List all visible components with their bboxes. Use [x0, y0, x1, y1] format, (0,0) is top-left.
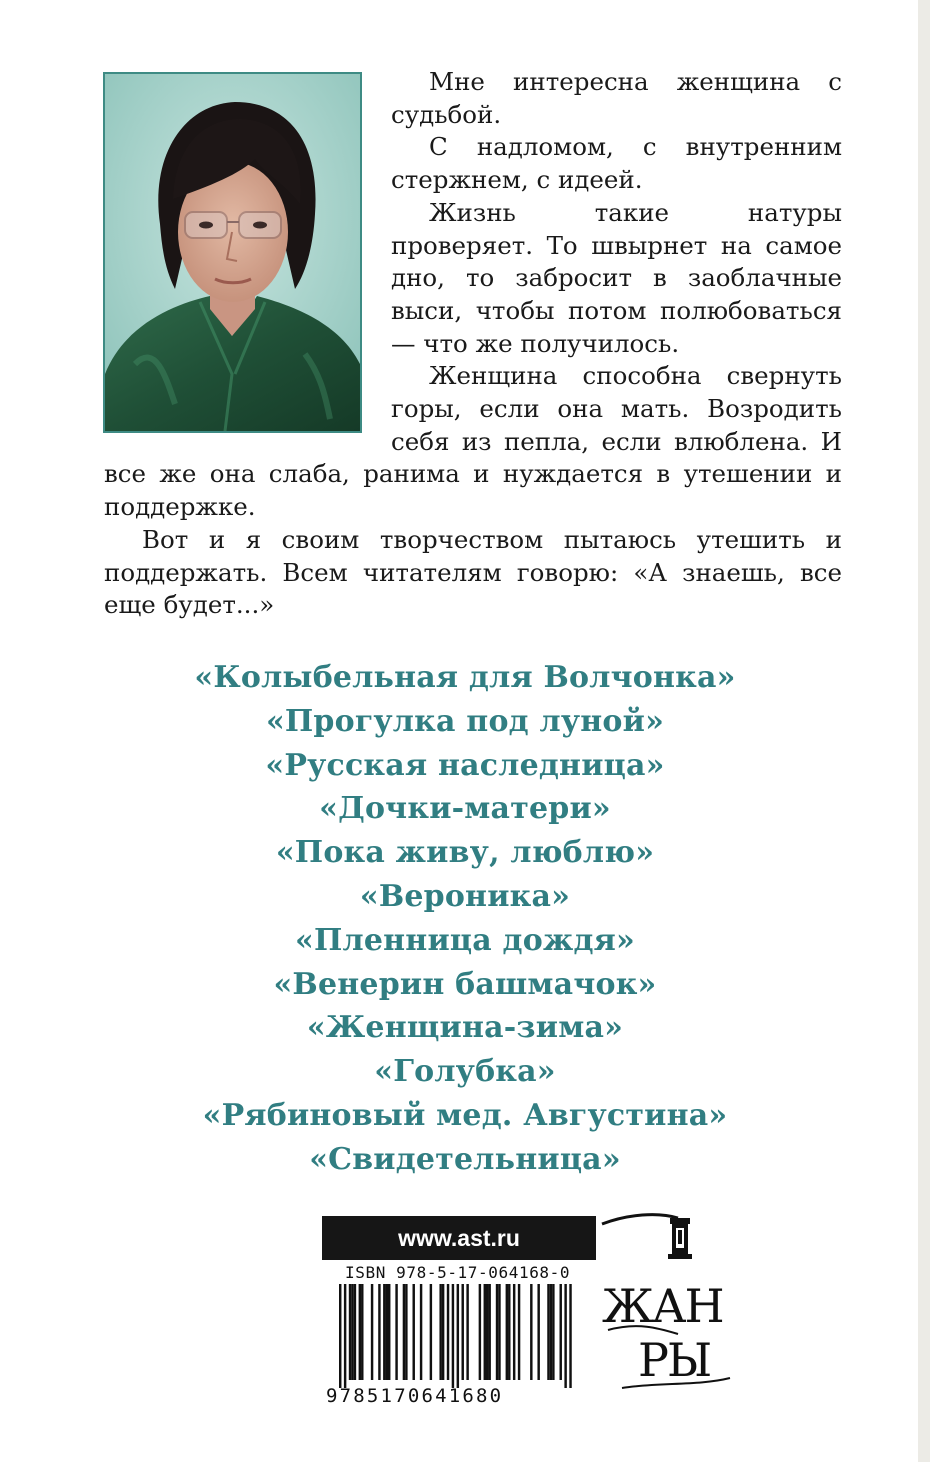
isbn-label: ISBN 978-5-17-064168-0: [345, 1263, 571, 1282]
barcode-bar: [388, 1284, 390, 1380]
barcode-bar: [569, 1284, 571, 1388]
series-logo-zhanry: [598, 1210, 736, 1400]
logo-text-line2: РЫ: [638, 1333, 711, 1387]
barcode-bar: [518, 1284, 520, 1380]
barcode-bar: [452, 1284, 454, 1388]
barcode: [325, 1284, 573, 1388]
barcode-bar: [351, 1284, 353, 1380]
barcode-bar: [383, 1284, 385, 1380]
barcode-bar: [349, 1284, 351, 1380]
bio-paragraph: Вот и я своим творчеством пытаюсь утешить и поддержать. Всем читателям говорю: «А знаешь, все еще будет...»: [104, 524, 842, 620]
book-titles-list: [0, 656, 930, 1182]
barcode-bar: [496, 1284, 498, 1380]
book-title: «Свидетельница»: [309, 1141, 621, 1177]
barcode-bar: [354, 1284, 356, 1380]
barcode-bar: [359, 1284, 361, 1380]
barcode-bar: [488, 1284, 490, 1380]
photo-text-wrap-spacer: [104, 66, 391, 448]
publisher-url: www.ast.ru: [322, 1216, 596, 1260]
barcode-bar: [466, 1284, 468, 1380]
barcode-bar: [442, 1284, 444, 1380]
author-bio: [104, 66, 842, 622]
book-title: «Прогулка под луной»: [265, 703, 665, 739]
barcode-bar: [550, 1284, 552, 1380]
barcode-bar: [413, 1284, 415, 1380]
barcode-bar: [564, 1284, 566, 1388]
barcode-bar: [378, 1284, 380, 1380]
barcode-bar: [498, 1284, 500, 1380]
barcode-bar: [484, 1284, 486, 1380]
barcode-digits: 9785170641680: [326, 1385, 504, 1407]
barcode-bar: [508, 1284, 510, 1380]
barcode-bar: [513, 1284, 515, 1380]
book-title: «Женщина-зима»: [306, 1010, 624, 1046]
bio-paragraph: Жизнь такие натуры проверяет. То швырнет на самое дно, то забросит в заоблачные выси, чтобы потом полюбоваться — что же получилось.: [391, 197, 842, 358]
barcode-bar: [386, 1284, 388, 1380]
bio-paragraph: Женщина способна свернуть горы, если она мать. Возродить себя из пепла, если влюблена. И все же она слаба, ранима и нуждается в утешении и поддержке.: [104, 361, 842, 522]
barcode-bar: [457, 1284, 459, 1388]
book-title: «Колыбельная для Волчонка»: [194, 660, 736, 695]
barcode-bar: [430, 1284, 432, 1380]
barcode-bar: [344, 1284, 346, 1388]
barcode-bar: [395, 1284, 397, 1380]
logo-text-line1: ЖАН: [602, 1279, 723, 1333]
book-title: «Пока живу, люблю»: [275, 835, 655, 871]
barcode-bar: [361, 1284, 363, 1380]
barcode-bar: [537, 1284, 539, 1380]
barcode-bar: [479, 1284, 481, 1380]
barcode-bar: [486, 1284, 488, 1380]
bio-paragraph: Мне интересна женщина с судьбой.: [391, 67, 842, 129]
book-title: «Русская наследница»: [265, 747, 665, 783]
book-title: «Венерин башмачок»: [273, 966, 657, 1002]
barcode-bar: [462, 1284, 464, 1380]
lantern-icon: [668, 1218, 692, 1259]
barcode-bar: [447, 1284, 449, 1380]
barcode-bar: [530, 1284, 532, 1380]
barcode-bar: [547, 1284, 549, 1380]
barcode-bar: [405, 1284, 407, 1380]
barcode-bar: [403, 1284, 405, 1380]
barcode-bar: [420, 1284, 422, 1380]
barcode-bar: [339, 1284, 341, 1388]
logo-swash-icon: [602, 1215, 678, 1224]
barcode-bar: [552, 1284, 554, 1380]
book-title: «Вероника»: [359, 878, 571, 914]
barcode-bar: [371, 1284, 373, 1380]
barcode-bar: [439, 1284, 441, 1380]
book-title: «Пленница дождя»: [295, 922, 635, 958]
barcode-bar: [506, 1284, 508, 1380]
book-title: «Рябиновый мед. Августина»: [202, 1097, 728, 1133]
bio-paragraph: С надломом, с внутренним стержнем, с идеей.: [391, 132, 842, 195]
book-title: «Голубка»: [374, 1054, 556, 1090]
book-title: «Дочки-матери»: [319, 791, 611, 827]
barcode-bar: [560, 1284, 562, 1380]
